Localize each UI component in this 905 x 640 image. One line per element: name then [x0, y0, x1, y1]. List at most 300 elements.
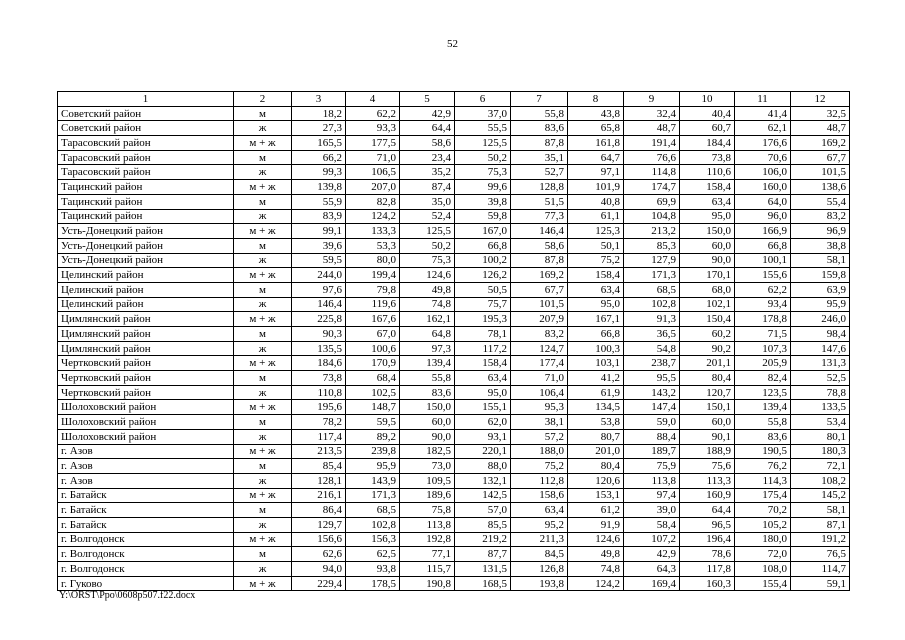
value-cell: 64,7 — [568, 150, 624, 165]
sex-cell: м + ж — [234, 268, 292, 283]
value-cell: 80,7 — [568, 429, 624, 444]
value-cell: 96,9 — [791, 224, 850, 239]
value-cell: 143,2 — [624, 385, 680, 400]
value-cell: 51,5 — [511, 194, 568, 209]
territory-cell: г. Батайск — [58, 503, 234, 518]
territory-cell: Шолоховский район — [58, 429, 234, 444]
value-cell: 77,3 — [511, 209, 568, 224]
value-cell: 125,5 — [455, 136, 511, 151]
value-cell: 156,3 — [346, 532, 400, 547]
value-cell: 178,8 — [735, 312, 791, 327]
value-cell: 87,7 — [455, 547, 511, 562]
value-cell: 106,4 — [511, 385, 568, 400]
value-cell: 105,2 — [735, 517, 791, 532]
table-row — [58, 297, 850, 312]
value-cell: 61,2 — [568, 503, 624, 518]
value-cell: 106,5 — [346, 165, 400, 180]
value-cell: 85,4 — [292, 459, 346, 474]
value-cell: 170,9 — [346, 356, 400, 371]
value-cell: 60,0 — [680, 238, 735, 253]
sex-cell: ж — [234, 165, 292, 180]
value-cell: 55,8 — [400, 371, 455, 386]
value-cell: 71,0 — [511, 371, 568, 386]
value-cell: 72,1 — [791, 459, 850, 474]
table-row — [58, 268, 850, 283]
value-cell: 53,3 — [346, 238, 400, 253]
territory-cell: г. Азов — [58, 444, 234, 459]
value-cell: 213,5 — [292, 444, 346, 459]
territory-cell: Цимлянский район — [58, 341, 234, 356]
file-path-footer: Y:\ORST\Ppo\0608p507.f22.docx — [59, 590, 196, 601]
value-cell: 97,1 — [568, 165, 624, 180]
value-cell: 114,3 — [735, 473, 791, 488]
value-cell: 39,0 — [624, 503, 680, 518]
value-cell: 155,1 — [455, 400, 511, 415]
value-cell: 171,3 — [624, 268, 680, 283]
value-cell: 52,5 — [791, 371, 850, 386]
value-cell: 225,8 — [292, 312, 346, 327]
territory-cell: г. Волгодонск — [58, 547, 234, 562]
value-cell: 90,2 — [680, 341, 735, 356]
territory-cell: Тацинский район — [58, 209, 234, 224]
sex-cell: м + ж — [234, 356, 292, 371]
territory-cell: Целинский район — [58, 297, 234, 312]
value-cell: 82,8 — [346, 194, 400, 209]
column-header: 7 — [511, 92, 568, 107]
value-cell: 84,5 — [511, 547, 568, 562]
value-cell: 100,3 — [568, 341, 624, 356]
sex-cell: ж — [234, 429, 292, 444]
value-cell: 238,7 — [624, 356, 680, 371]
value-cell: 35,0 — [400, 194, 455, 209]
value-cell: 117,2 — [455, 341, 511, 356]
value-cell: 123,5 — [735, 385, 791, 400]
value-cell: 100,6 — [346, 341, 400, 356]
value-cell: 213,2 — [624, 224, 680, 239]
value-cell: 63,4 — [680, 194, 735, 209]
table-row — [58, 415, 850, 430]
value-cell: 75,7 — [455, 297, 511, 312]
value-cell: 50,5 — [455, 282, 511, 297]
territory-cell: Чертковский район — [58, 385, 234, 400]
value-cell: 41,4 — [735, 106, 791, 121]
value-cell: 87,8 — [511, 136, 568, 151]
value-cell: 35,1 — [511, 150, 568, 165]
value-cell: 75,2 — [568, 253, 624, 268]
value-cell: 150,0 — [400, 400, 455, 415]
value-cell: 138,6 — [791, 180, 850, 195]
value-cell: 43,8 — [568, 106, 624, 121]
value-cell: 70,6 — [735, 150, 791, 165]
value-cell: 76,2 — [735, 459, 791, 474]
value-cell: 150,0 — [680, 224, 735, 239]
value-cell: 53,4 — [791, 415, 850, 430]
value-cell: 63,9 — [791, 282, 850, 297]
value-cell: 87,4 — [400, 180, 455, 195]
value-cell: 207,0 — [346, 180, 400, 195]
sex-cell: м — [234, 459, 292, 474]
sex-cell: ж — [234, 341, 292, 356]
value-cell: 83,9 — [292, 209, 346, 224]
sex-cell: м + ж — [234, 400, 292, 415]
value-cell: 93,1 — [455, 429, 511, 444]
table-row — [58, 503, 850, 518]
column-header: 6 — [455, 92, 511, 107]
value-cell: 48,7 — [624, 121, 680, 136]
table-row — [58, 150, 850, 165]
value-cell: 40,4 — [680, 106, 735, 121]
value-cell: 139,4 — [735, 400, 791, 415]
value-cell: 62,2 — [346, 106, 400, 121]
value-cell: 27,3 — [292, 121, 346, 136]
value-cell: 146,4 — [292, 297, 346, 312]
territory-cell: Цимлянский район — [58, 327, 234, 342]
table-row — [58, 136, 850, 151]
value-cell: 195,3 — [455, 312, 511, 327]
sex-cell: м + ж — [234, 136, 292, 151]
table-row — [58, 562, 850, 577]
value-cell: 100,2 — [455, 253, 511, 268]
value-cell: 48,7 — [791, 121, 850, 136]
value-cell: 158,4 — [680, 180, 735, 195]
value-cell: 66,2 — [292, 150, 346, 165]
table-row — [58, 282, 850, 297]
column-header: 10 — [680, 92, 735, 107]
value-cell: 102,5 — [346, 385, 400, 400]
value-cell: 184,4 — [680, 136, 735, 151]
value-cell: 53,8 — [568, 415, 624, 430]
territory-cell: Тарасовский район — [58, 165, 234, 180]
value-cell: 88,4 — [624, 429, 680, 444]
value-cell: 64,0 — [735, 194, 791, 209]
column-header: 9 — [624, 92, 680, 107]
value-cell: 62,6 — [292, 547, 346, 562]
value-cell: 219,2 — [455, 532, 511, 547]
value-cell: 32,4 — [624, 106, 680, 121]
value-cell: 132,1 — [455, 473, 511, 488]
sex-cell: ж — [234, 209, 292, 224]
value-cell: 71,0 — [346, 150, 400, 165]
value-cell: 95,2 — [511, 517, 568, 532]
value-cell: 108,2 — [791, 473, 850, 488]
value-cell: 72,0 — [735, 547, 791, 562]
value-cell: 161,8 — [568, 136, 624, 151]
value-cell: 201,1 — [680, 356, 735, 371]
value-cell: 142,5 — [455, 488, 511, 503]
value-cell: 113,8 — [400, 517, 455, 532]
value-cell: 67,7 — [511, 282, 568, 297]
value-cell: 97,3 — [400, 341, 455, 356]
value-cell: 176,6 — [735, 136, 791, 151]
table-row — [58, 121, 850, 136]
sex-cell: ж — [234, 385, 292, 400]
value-cell: 58,1 — [791, 253, 850, 268]
value-cell: 35,2 — [400, 165, 455, 180]
value-cell: 64,3 — [624, 562, 680, 577]
value-cell: 62,0 — [455, 415, 511, 430]
value-cell: 60,2 — [680, 327, 735, 342]
value-cell: 55,4 — [791, 194, 850, 209]
sex-cell: м + ж — [234, 180, 292, 195]
sex-cell: м + ж — [234, 576, 292, 591]
value-cell: 177,4 — [511, 356, 568, 371]
territory-cell: г. Волгодонск — [58, 532, 234, 547]
sex-cell: м — [234, 547, 292, 562]
value-cell: 82,4 — [735, 371, 791, 386]
value-cell: 124,2 — [568, 576, 624, 591]
sex-cell: м + ж — [234, 312, 292, 327]
value-cell: 148,7 — [346, 400, 400, 415]
value-cell: 201,0 — [568, 444, 624, 459]
value-cell: 246,0 — [791, 312, 850, 327]
value-cell: 128,1 — [292, 473, 346, 488]
value-cell: 114,8 — [624, 165, 680, 180]
column-header: 1 — [58, 92, 234, 107]
value-cell: 60,0 — [680, 415, 735, 430]
value-cell: 83,6 — [400, 385, 455, 400]
value-cell: 131,3 — [791, 356, 850, 371]
value-cell: 155,6 — [735, 268, 791, 283]
value-cell: 90,0 — [400, 429, 455, 444]
table-row — [58, 473, 850, 488]
value-cell: 66,8 — [568, 327, 624, 342]
value-cell: 80,4 — [680, 371, 735, 386]
sex-cell: ж — [234, 473, 292, 488]
value-cell: 67,0 — [346, 327, 400, 342]
value-cell: 59,0 — [624, 415, 680, 430]
value-cell: 55,8 — [511, 106, 568, 121]
table-row — [58, 253, 850, 268]
value-cell: 75,8 — [400, 503, 455, 518]
value-cell: 178,5 — [346, 576, 400, 591]
value-cell: 42,9 — [400, 106, 455, 121]
value-cell: 75,6 — [680, 459, 735, 474]
value-cell: 166,9 — [735, 224, 791, 239]
value-cell: 133,5 — [791, 400, 850, 415]
value-cell: 180,3 — [791, 444, 850, 459]
value-cell: 62,2 — [735, 282, 791, 297]
table-row — [58, 165, 850, 180]
value-cell: 83,6 — [735, 429, 791, 444]
value-cell: 102,8 — [346, 517, 400, 532]
sex-cell: ж — [234, 517, 292, 532]
value-cell: 58,6 — [511, 238, 568, 253]
value-cell: 77,1 — [400, 547, 455, 562]
value-cell: 158,6 — [511, 488, 568, 503]
sex-cell: м — [234, 371, 292, 386]
value-cell: 114,7 — [791, 562, 850, 577]
territory-cell: г. Азов — [58, 473, 234, 488]
value-cell: 59,5 — [346, 415, 400, 430]
value-cell: 205,9 — [735, 356, 791, 371]
value-cell: 189,6 — [400, 488, 455, 503]
value-cell: 124,6 — [400, 268, 455, 283]
value-cell: 125,5 — [400, 224, 455, 239]
territory-cell: Целинский район — [58, 282, 234, 297]
value-cell: 113,3 — [680, 473, 735, 488]
territory-cell: г. Волгодонск — [58, 562, 234, 577]
value-cell: 65,8 — [568, 121, 624, 136]
value-cell: 75,3 — [455, 165, 511, 180]
value-cell: 87,1 — [791, 517, 850, 532]
value-cell: 107,2 — [624, 532, 680, 547]
table-row — [58, 547, 850, 562]
table-row — [58, 576, 850, 591]
value-cell: 171,3 — [346, 488, 400, 503]
value-cell: 153,1 — [568, 488, 624, 503]
value-cell: 106,0 — [735, 165, 791, 180]
sex-cell: м + ж — [234, 444, 292, 459]
column-header: 4 — [346, 92, 400, 107]
value-cell: 174,7 — [624, 180, 680, 195]
value-cell: 99,3 — [292, 165, 346, 180]
value-cell: 91,3 — [624, 312, 680, 327]
value-cell: 50,1 — [568, 238, 624, 253]
value-cell: 39,8 — [455, 194, 511, 209]
table-row — [58, 209, 850, 224]
value-cell: 95,9 — [346, 459, 400, 474]
value-cell: 193,8 — [511, 576, 568, 591]
value-cell: 61,9 — [568, 385, 624, 400]
value-cell: 189,7 — [624, 444, 680, 459]
table-row — [58, 488, 850, 503]
territory-cell: Чертковский район — [58, 371, 234, 386]
value-cell: 169,4 — [624, 576, 680, 591]
value-cell: 80,1 — [791, 429, 850, 444]
value-cell: 191,2 — [791, 532, 850, 547]
territory-cell: Тарасовский район — [58, 136, 234, 151]
column-header: 11 — [735, 92, 791, 107]
value-cell: 74,8 — [400, 297, 455, 312]
value-cell: 93,8 — [346, 562, 400, 577]
value-cell: 68,5 — [346, 503, 400, 518]
value-cell: 68,5 — [624, 282, 680, 297]
value-cell: 42,9 — [624, 547, 680, 562]
value-cell: 66,8 — [735, 238, 791, 253]
value-cell: 126,8 — [511, 562, 568, 577]
value-cell: 120,6 — [568, 473, 624, 488]
table-body — [58, 92, 850, 591]
table-row — [58, 194, 850, 209]
table-row — [58, 444, 850, 459]
value-cell: 70,2 — [735, 503, 791, 518]
value-cell: 101,5 — [791, 165, 850, 180]
value-cell: 169,2 — [791, 136, 850, 151]
value-cell: 55,5 — [455, 121, 511, 136]
value-cell: 38,1 — [511, 415, 568, 430]
value-cell: 133,3 — [346, 224, 400, 239]
value-cell: 58,1 — [791, 503, 850, 518]
value-cell: 182,5 — [400, 444, 455, 459]
value-cell: 119,6 — [346, 297, 400, 312]
table-row — [58, 180, 850, 195]
value-cell: 109,5 — [400, 473, 455, 488]
value-cell: 87,8 — [511, 253, 568, 268]
value-cell: 63,4 — [568, 282, 624, 297]
value-cell: 69,9 — [624, 194, 680, 209]
value-cell: 216,1 — [292, 488, 346, 503]
value-cell: 98,4 — [791, 327, 850, 342]
value-cell: 211,3 — [511, 532, 568, 547]
value-cell: 71,5 — [735, 327, 791, 342]
territory-cell: Цимлянский район — [58, 312, 234, 327]
value-cell: 59,8 — [455, 209, 511, 224]
territory-cell: г. Батайск — [58, 517, 234, 532]
value-cell: 125,3 — [568, 224, 624, 239]
value-cell: 192,8 — [400, 532, 455, 547]
value-cell: 167,6 — [346, 312, 400, 327]
value-cell: 196,4 — [680, 532, 735, 547]
value-cell: 220,1 — [455, 444, 511, 459]
value-cell: 54,8 — [624, 341, 680, 356]
value-cell: 102,1 — [680, 297, 735, 312]
territory-cell: Чертковский район — [58, 356, 234, 371]
value-cell: 85,5 — [455, 517, 511, 532]
value-cell: 93,3 — [346, 121, 400, 136]
territory-cell: Советский район — [58, 106, 234, 121]
value-cell: 97,6 — [292, 282, 346, 297]
table-row — [58, 238, 850, 253]
sex-cell: ж — [234, 297, 292, 312]
table-header-row — [58, 92, 850, 107]
column-header: 5 — [400, 92, 455, 107]
value-cell: 117,8 — [680, 562, 735, 577]
value-cell: 49,8 — [568, 547, 624, 562]
value-cell: 85,3 — [624, 238, 680, 253]
value-cell: 75,9 — [624, 459, 680, 474]
value-cell: 95,9 — [791, 297, 850, 312]
value-cell: 110,8 — [292, 385, 346, 400]
value-cell: 75,3 — [400, 253, 455, 268]
value-cell: 50,2 — [400, 238, 455, 253]
sex-cell: м — [234, 106, 292, 121]
value-cell: 32,5 — [791, 106, 850, 121]
value-cell: 49,8 — [400, 282, 455, 297]
page-number: 52 — [447, 38, 458, 50]
value-cell: 180,0 — [735, 532, 791, 547]
value-cell: 76,5 — [791, 547, 850, 562]
value-cell: 188,0 — [511, 444, 568, 459]
value-cell: 78,8 — [791, 385, 850, 400]
sex-cell: м + ж — [234, 224, 292, 239]
value-cell: 168,5 — [455, 576, 511, 591]
territory-cell: г. Гуково — [58, 576, 234, 591]
value-cell: 129,7 — [292, 517, 346, 532]
value-cell: 61,1 — [568, 209, 624, 224]
value-cell: 135,5 — [292, 341, 346, 356]
value-cell: 191,4 — [624, 136, 680, 151]
value-cell: 59,1 — [791, 576, 850, 591]
table-row — [58, 356, 850, 371]
value-cell: 160,3 — [680, 576, 735, 591]
value-cell: 83,6 — [511, 121, 568, 136]
value-cell: 91,9 — [568, 517, 624, 532]
value-cell: 169,2 — [511, 268, 568, 283]
value-cell: 39,6 — [292, 238, 346, 253]
value-cell: 190,5 — [735, 444, 791, 459]
sex-cell: м — [234, 327, 292, 342]
value-cell: 167,1 — [568, 312, 624, 327]
value-cell: 147,4 — [624, 400, 680, 415]
value-cell: 73,8 — [292, 371, 346, 386]
value-cell: 55,8 — [735, 415, 791, 430]
territory-cell: Тацинский район — [58, 194, 234, 209]
territory-cell: Шолоховский район — [58, 415, 234, 430]
value-cell: 167,0 — [455, 224, 511, 239]
value-cell: 101,9 — [568, 180, 624, 195]
value-cell: 117,4 — [292, 429, 346, 444]
value-cell: 170,1 — [680, 268, 735, 283]
